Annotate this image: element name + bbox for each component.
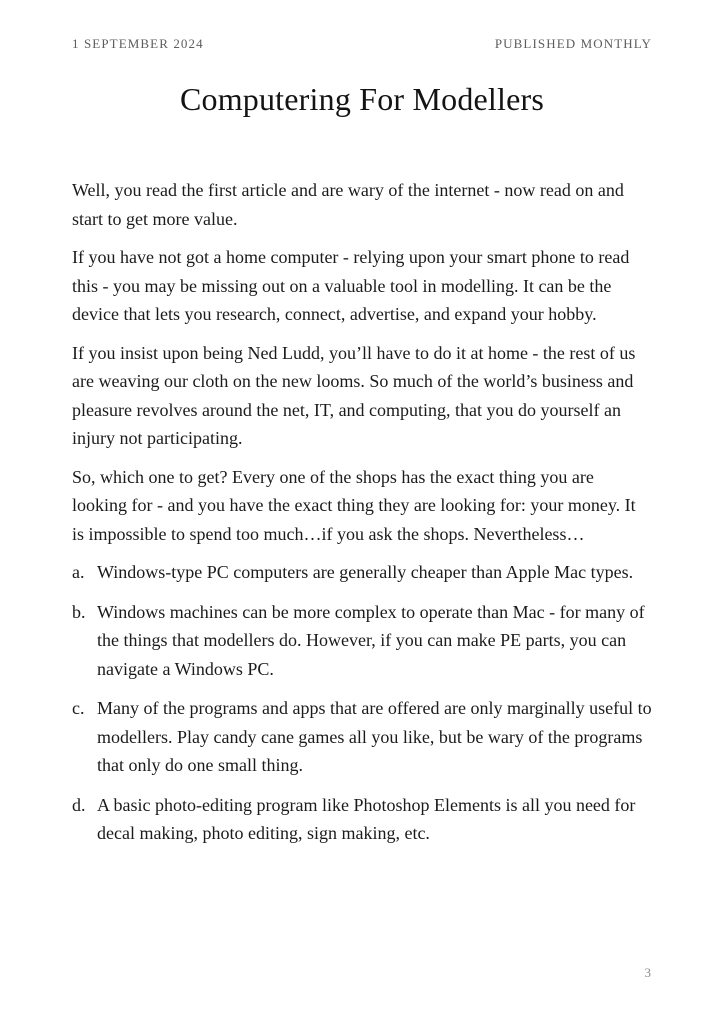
paragraph-3: If you insist upon being Ned Ludd, you’ll have to do it at home - the rest of us are weaving our cloth on the new looms. So much of the world’s business and pleasure revolves around the net, IT, and computing, that you do yourself an injury not participating. [72, 342, 636, 448]
lettered-list [72, 558, 652, 848]
list-item-b-text: Windows machines can be more complex to operate than Mac - for many of the things that modellers do. However, if you can make PE parts, you can navigate a Windows PC. [97, 601, 645, 679]
list-marker-b: b. [72, 601, 86, 622]
paragraph-1: Well, you read the first article and are wary of the internet - now read on and start to get more value. [72, 180, 624, 229]
page-footer [645, 965, 652, 981]
list-marker-d: d. [72, 794, 86, 815]
page-header [72, 36, 652, 52]
article-title: Computering For Modellers [179, 81, 545, 117]
page-number: 3 [644, 965, 651, 980]
article-body [72, 176, 652, 848]
paragraph-4: So, which one to get? Every one of the shops has the exact thing you are looking for - and you have the exact thing they are looking for: your money. It is impossible to spend too much…if you ask the shops. Nevertheless… [72, 466, 636, 544]
list-item-d-text: A basic photo-editing program like Photoshop Elements is all you need for decal making, photo editing, sign making, etc. [97, 794, 636, 843]
list-item-c [72, 694, 652, 780]
issue-date: 1 SEPTEMBER 2024 [72, 36, 204, 51]
list-item-d [72, 791, 652, 848]
paragraph-2: If you have not got a home computer - relying upon your smart phone to read this - you may be missing out on a valuable tool in modelling. It can be the device that lets you research, connect, advertise, and expand your hobby. [72, 247, 630, 324]
list-marker-a: a. [72, 562, 85, 582]
publication-frequency: PUBLISHED MONTHLY [494, 36, 652, 51]
list-item-b [72, 598, 652, 684]
list-marker-c: c. [72, 698, 85, 718]
list-item-a-text: Windows-type PC computers are generally cheaper than Apple Mac types. [97, 562, 634, 582]
list-item-c-text: Many of the programs and apps that are offered are only marginally useful to modellers. Play candy cane games all you like, but be wary of the programs that only do one small thing. [97, 698, 652, 775]
list-item-a [72, 558, 652, 587]
